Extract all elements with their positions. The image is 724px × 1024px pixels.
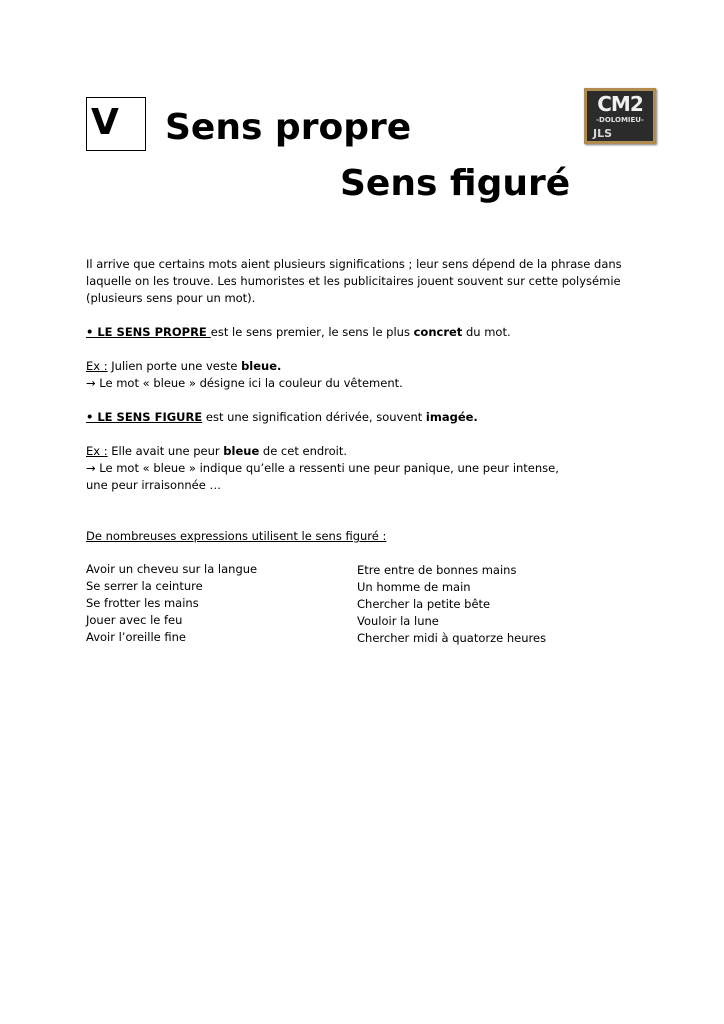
- expressions-heading: De nombreuses expressions utilisent le sens figuré :: [86, 529, 387, 543]
- list-item: Avoir un cheveu sur la langue: [86, 562, 258, 576]
- sens-propre-explanation: → Le mot « bleue » désigne ici la couleur du vêtement.: [86, 376, 403, 390]
- sens-figure-example: Ex : Elle avait une peur bleue de cet endroit.: [86, 444, 348, 458]
- list-item: Etre entre de bonnes mains: [357, 563, 517, 577]
- sens-figure-heading: • LE SENS FIGURE: [86, 410, 203, 424]
- list-item: Chercher midi à quatorze heures: [357, 631, 547, 645]
- sens-figure-keyword: imagée.: [425, 410, 478, 424]
- example-keyword: bleue: [223, 444, 260, 458]
- list-item: Un homme de main: [357, 580, 471, 594]
- list-item: Se serrer la ceinture: [86, 579, 203, 593]
- example-label: Ex :: [86, 444, 108, 458]
- sens-figure-explanation-line2: une peur irraisonnée …: [86, 478, 221, 492]
- expressions-left-column: [86, 561, 257, 646]
- sens-propre-heading: • LE SENS PROPRE: [86, 325, 211, 339]
- logo-cm2-text: CM2: [597, 92, 643, 116]
- expressions-right-column: [357, 562, 546, 647]
- list-item: Vouloir la lune: [357, 614, 439, 628]
- sens-propre-keyword: concret: [413, 325, 463, 339]
- lesson-content: [86, 256, 646, 545]
- sens-propre-definition: • LE SENS PROPRE est le sens premier, le sens le plus concret du mot.: [86, 325, 511, 339]
- logo-dolomieu-text: -DOLOMIEU-: [596, 116, 644, 124]
- list-item: Chercher la petite bête: [357, 597, 491, 611]
- example-keyword: bleue.: [241, 359, 282, 373]
- logo-jls-text: JLS: [593, 127, 613, 140]
- intro-paragraph: Il arrive que certains mots aient plusieurs significations ; leur sens dépend de la phrase dans laquelle on les trouve. Les humoristes et les publicitaires jouent souvent sur cette polysémie (plusieurs sens pour un mot).: [86, 257, 622, 305]
- cm2-logo: [584, 88, 656, 144]
- page-title-line1: Sens propre: [165, 107, 412, 148]
- sens-propre-example: Ex : Julien porte une veste bleue.: [86, 359, 282, 373]
- list-item: Avoir l’oreille fine: [86, 630, 186, 644]
- page-title-line2: Sens figuré: [340, 163, 571, 204]
- list-item: Jouer avec le feu: [86, 613, 183, 627]
- section-number: V: [86, 97, 146, 151]
- sens-figure-explanation-line1: → Le mot « bleue » indique qu’elle a ressenti une peur panique, une peur intense,: [86, 461, 559, 475]
- example-label: Ex :: [86, 359, 108, 373]
- list-item: Se frotter les mains: [86, 596, 199, 610]
- sens-figure-definition: • LE SENS FIGURE est une signification dérivée, souvent imagée.: [86, 410, 478, 424]
